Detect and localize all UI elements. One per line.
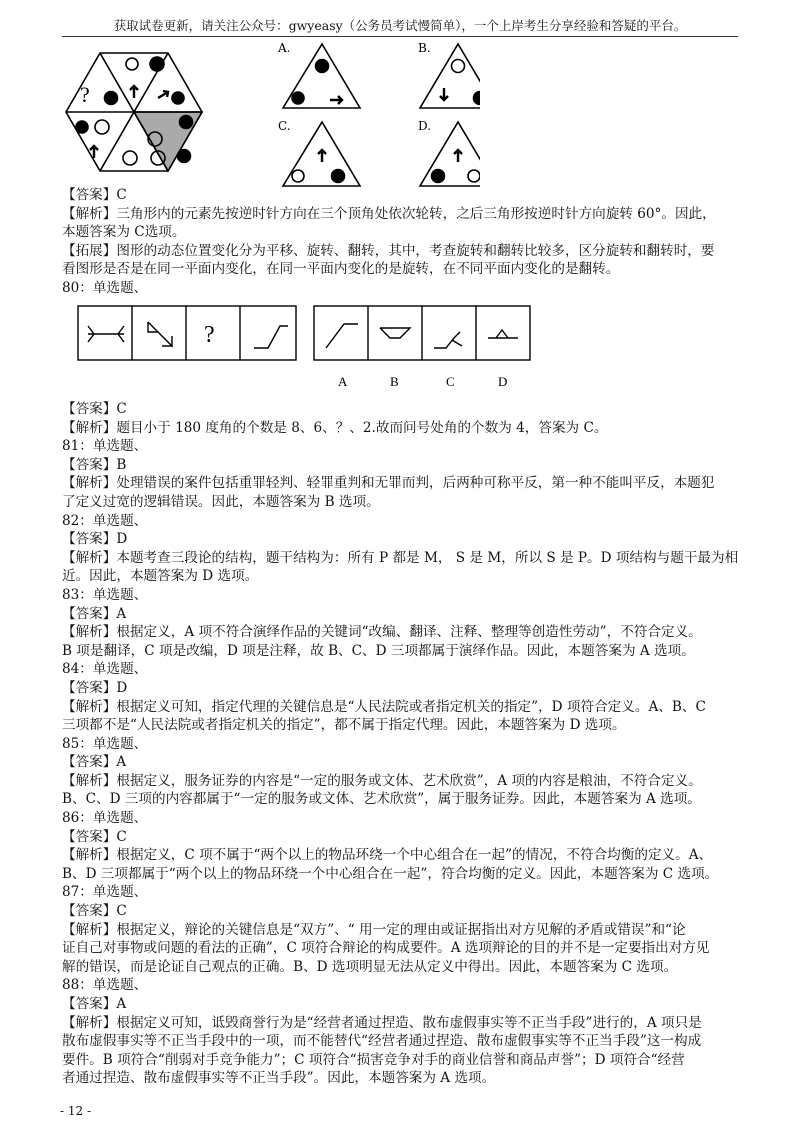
text-line: 【拓展】图形的动态位置变化分为平移、旋转、翻转，其中，考查旋转和翻转比较多，区分旋转和翻转时，要 <box>62 242 715 259</box>
text-line: 证自己对事物或问题的看法的正确”，C 项符合辩论的构成要件。A 选项辩论的目的并不是一定要指出对方见 <box>62 940 710 957</box>
text-line: 【答案】A <box>62 996 127 1012</box>
hexagon-figure <box>66 53 202 171</box>
text-line: 85：单选题、 <box>62 735 148 752</box>
option-b-label: B. <box>418 41 431 55</box>
text-line: 【解析】根据定义，A 项不符合演绎作品的关键词“改编、翻译、注释、整理等创造性劳动”，不符合定义。 <box>62 624 702 641</box>
option-d-figure <box>488 330 518 338</box>
question-mark: ? <box>204 322 215 348</box>
option-c-label: C. <box>278 119 291 133</box>
header-divider <box>62 36 738 37</box>
text-line: B、D 三项都属于“两个以上的物品环绕一个中心组合在一起”，符合均衡的定义。因此，本题答案为 C 选项。 <box>62 865 719 882</box>
text-line: 【解析】根据定义，服务证券的内容是“一定的服务或文体、艺术欣赏”，A 项的内容是粮油，不符合定义。 <box>62 772 702 789</box>
text-line: 87：单选题、 <box>62 884 148 901</box>
text-line: B、C、D 三项的内容都属于“一定的服务或文体、艺术欣赏”，属于服务证券。因此，本题答案为 A 选项。 <box>62 791 701 808</box>
text-line: 【解析】根据定义可知，指定代理的关键信息是“人民法院或者指定机关的指定”，D 项符合定义。A、B、C <box>62 698 706 715</box>
text-line: 【答案】D <box>62 679 128 696</box>
text-line: 【解析】题目小于 180 度角的个数是 8、6、？、2.故而问号处角的个数为 4，答案为 C。 <box>62 419 608 436</box>
text-line: 80：单选题、 <box>62 279 148 296</box>
text-line: 【答案】D <box>62 531 128 548</box>
text-line: 三项都不是“人民法院或者指定机关的指定”，都不属于指定代理。因此，本题答案为 D 选项。 <box>62 717 626 734</box>
text-line: 【答案】A <box>62 754 127 771</box>
text-line: 【解析】本题考查三段论的结构，题干结构为：所有 P 都是 M， S 是 M，所以 S 是 P。D 项结构与题干最为相 <box>62 549 739 566</box>
text-line: 88：单选题、 <box>62 977 148 994</box>
seq-figure-2 <box>148 322 172 346</box>
seq-figure-4 <box>254 326 288 348</box>
text-line: B 项是翻译，C 项是改编，D 项是注释，故 B、C、D 三项都属于演绎作品。因此，本题答案为 A 选项。 <box>62 642 695 659</box>
answer-block-80-88 <box>62 400 752 1088</box>
text-line: 本题答案为 C选项。 <box>62 224 186 241</box>
option-a-label: A <box>338 374 348 389</box>
text-line: 【解析】根据定义可知，诋毁商誉行为是“经营者通过捏造、散布虚假事实等不正当手段”进行的，A 项只是 <box>62 1014 702 1031</box>
text-line: 【答案】C <box>62 401 127 417</box>
text-line: 看图形是否是在同一平面内变化，在同一平面内变化的是旋转，在不同平面内变化的是翻转。 <box>62 261 620 278</box>
page-number: - 12 - <box>60 1104 92 1118</box>
text-line: 【解析】根据定义，辩论的关键信息是“双方”、“ 用一定的理由或证据指出对方见解的矛盾或错误”和“论 <box>62 921 686 938</box>
option-b-label: B <box>390 374 399 389</box>
text-line: 【答案】C <box>62 828 127 845</box>
text-line: 83：单选题、 <box>62 586 148 603</box>
option-a-label: A. <box>278 41 291 55</box>
answer-block-79 <box>62 186 752 298</box>
text-line: 【解析】处理错误的案件包括重罪轻判、轻罪重判和无罪而判，后两种可称平反，第一种不能叫平反，本题犯 <box>62 475 715 492</box>
option-d-label: D. <box>418 119 432 133</box>
option-a-figure <box>326 324 358 348</box>
question-mark: ? <box>80 82 90 107</box>
text-line: 84：单选题、 <box>62 661 148 678</box>
text-line: 【答案】C <box>62 903 127 920</box>
figure-q80 <box>76 304 546 399</box>
text-line: 【解析】三角形内的元素先按逆时针方向在三个顶角处依次轮转，之后三角形按逆时针方向旋转 60°。因此， <box>62 205 716 222</box>
text-line: 82：单选题、 <box>62 512 148 529</box>
text-line: 者通过捏造、散布虚假事实等不正当手段”。因此，本题答案为 A 选项。 <box>62 1070 496 1087</box>
option-c-figure <box>434 332 462 348</box>
seq-figure-1 <box>88 326 124 342</box>
option-c-triangle <box>283 122 360 186</box>
text-line: 81：单选题、 <box>62 438 148 455</box>
text-line: 【解析】根据定义，C 项不属于“两个以上的物品环绕一个中心组合在一起”的情况，不符合均衡的定义。A、 <box>62 847 713 864</box>
text-line: 【答案】C <box>62 187 127 203</box>
text-line: 【答案】A <box>62 605 127 622</box>
text-line: 散布虚假事实等不正当手段中的一项，而不能替代“经营者通过捏造、散布虚假事实等不正当手段”这一构成 <box>62 1033 702 1050</box>
option-b-figure <box>380 328 410 338</box>
text-line: 解的错误，而是论证自己观点的正确。B、D 选项明显无法从定义中得出。因此，本题答案为 C 选项。 <box>62 958 678 975</box>
page-header: 获取试卷更新，请关注公众号：gwyeasy（公务员考试慢简单），一个上岸考生分享经验和答疑的平台。 <box>113 18 687 33</box>
option-a-triangle <box>283 44 360 108</box>
text-line: 【答案】B <box>62 456 127 473</box>
option-d-label: D <box>498 374 508 389</box>
text-line: 86：单选题、 <box>62 810 148 827</box>
option-c-label: C <box>446 374 455 389</box>
text-line: 要件。B 项符合“削弱对手竞争能力”；C 项符合“损害竞争对手的商业信誉和商品声誉”；D 项符合“经营 <box>62 1051 685 1068</box>
text-line: 近。因此，本题答案为 D 选项。 <box>62 568 259 585</box>
text-line: 了定义过宽的逻辑错误。因此，本题答案为 B 选项。 <box>62 493 380 510</box>
figure-q79 <box>60 38 480 188</box>
